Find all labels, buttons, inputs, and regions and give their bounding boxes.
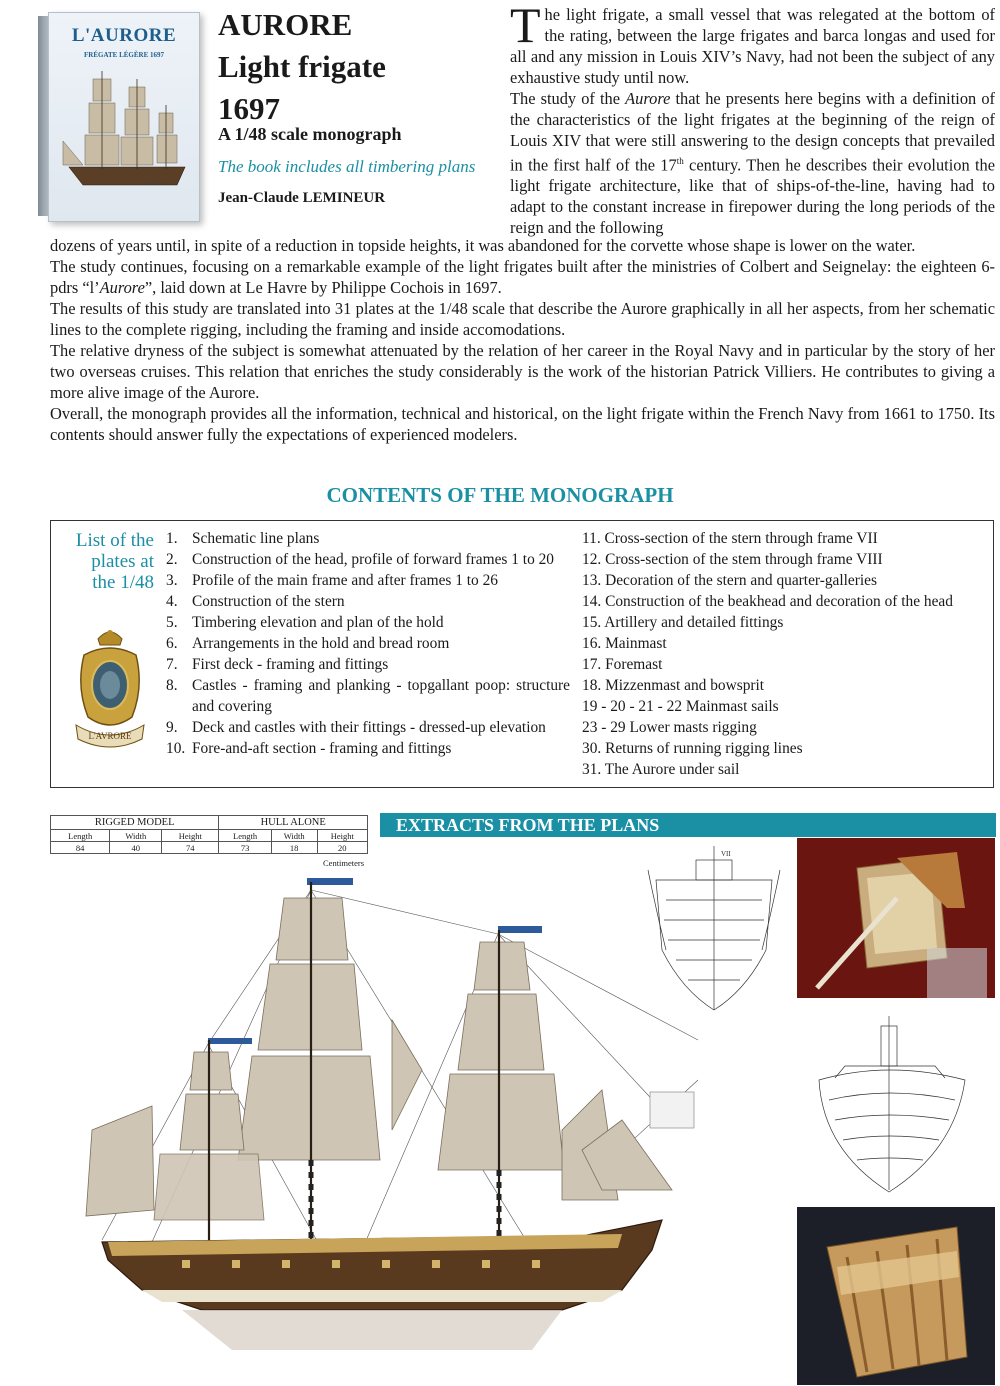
dim-header: Width <box>271 830 317 842</box>
plate-number: 2. <box>166 551 178 568</box>
intro-paragraph-2 <box>510 88 995 238</box>
scale-subtitle: A 1/48 scale monograph <box>218 124 402 144</box>
plan-frame-label: VII <box>721 850 731 858</box>
book-subtitle: FRÉGATE LÉGÈRE 1697 <box>84 51 164 59</box>
title-line-1: AURORE <box>218 7 353 42</box>
dimensions-unit: Centimeters <box>323 858 365 868</box>
pennant <box>208 1038 252 1044</box>
body-paragraph-4: The relative dryness of the subject is somewhat attenuated by the relation of her career in the Royal Navy and in particular by the story of her two overseas cruises. This relation that enriches the study considerably is the work of the historian Patrick Villiers. He contributes to giving a more alive image of the Aurore. <box>50 341 995 402</box>
plate-item <box>582 528 992 549</box>
frigate-sail-plan-illustration <box>62 870 702 1370</box>
pennant <box>307 878 353 885</box>
plate-title: Deck and castles with their fittings - dressed-up elevation <box>192 719 546 736</box>
plate-item <box>582 759 992 780</box>
plate-item <box>166 612 570 633</box>
plate-item <box>166 738 570 759</box>
plate-item <box>166 675 570 717</box>
contents-heading: CONTENTS OF THE MONOGRAPH <box>326 483 674 507</box>
dim-header: Length <box>219 830 271 842</box>
intro-p2-sup: th <box>676 156 684 166</box>
drop-cap: T <box>510 0 541 53</box>
model-stern-photo <box>797 838 995 998</box>
plate-item <box>582 738 992 759</box>
plate-title: Timbering elevation and plan of the hold <box>192 614 444 631</box>
plate-item <box>582 696 992 717</box>
plate-number: 9. <box>166 719 178 736</box>
title-line-3: 1697 <box>218 91 280 126</box>
plate-title: Construction of the stern <box>192 593 345 610</box>
dim-header: Length <box>51 830 110 842</box>
plate-title: Fore-and-aft section - framing and fittings <box>192 740 452 757</box>
timbering-note: The book includes all timbering plans <box>218 157 476 176</box>
plate-number: 1. <box>166 530 178 547</box>
plate-item <box>582 633 992 654</box>
plate-item <box>582 675 992 696</box>
crest-label: L'AVRORE <box>88 731 132 741</box>
dim-value: 20 <box>317 842 367 854</box>
plate-number: 7. <box>166 656 178 673</box>
body-p2-italic: Aurore <box>99 278 145 297</box>
plate-item <box>166 528 570 549</box>
plate-number: 3. <box>166 572 178 589</box>
plate-item <box>166 591 570 612</box>
body-p2-b: ”, laid down at Le Havre by Philippe Cochois in 1697. <box>144 278 502 297</box>
plate-title: 15. Artillery and detailed fittings <box>582 614 784 631</box>
intro-p2-c: century. Then he describes their evolution the light frigate architecture, like that of ships-of-the-line, having had to adapt to the constant increase in firepower during the long periods of the reign and the following <box>510 155 995 238</box>
body-paragraph-5: Overall, the monograph provides all the information, technical and historical, on the light frigate within the French Navy from 1661 to 1750. Its contents should answer fully the expectations of experienced modelers. <box>50 404 995 444</box>
body-paragraph-2 <box>50 256 995 298</box>
dim-header: Height <box>317 830 367 842</box>
pennant <box>498 926 542 933</box>
book-front <box>48 12 200 222</box>
body-plan-drawing <box>805 1010 1000 1200</box>
plate-title: 16. Mainmast <box>582 635 667 652</box>
rigged-model-header: RIGGED MODEL <box>51 816 219 830</box>
plate-title: 31. The Aurore under sail <box>582 761 740 778</box>
dim-header: Width <box>110 830 162 842</box>
author-name: Jean-Claude LEMINEUR <box>218 190 386 206</box>
plate-item <box>582 591 992 612</box>
extracts-heading: EXTRACTS FROM THE PLANS <box>380 813 996 837</box>
plate-title: 11. Cross-section of the stern through frame VII <box>582 530 878 547</box>
plate-title: Arrangements in the hold and bread room <box>192 635 450 652</box>
body-paragraph-3: The results of this study are translated into 31 plates at the 1/48 scale that describe the Aurore graphically in all her aspects, from her schematic lines to the complete rigging, including the framing and inside accomodations. <box>50 299 995 339</box>
dimensions-value-row <box>51 842 368 854</box>
plate-item <box>166 633 570 654</box>
dimensions-header-row <box>51 830 368 842</box>
plate-item <box>166 717 570 738</box>
plate-number: 5. <box>166 614 178 631</box>
book-cover <box>38 10 200 224</box>
plate-item <box>582 570 992 591</box>
intro-p2-a: The study of the <box>510 89 626 108</box>
intro-p2-italic: Aurore <box>625 89 671 108</box>
model-framing-photo <box>797 1207 995 1385</box>
intro-text <box>510 0 995 238</box>
dim-value: 74 <box>162 842 219 854</box>
plates-column-2 <box>582 528 992 780</box>
plate-item <box>582 612 992 633</box>
plate-number: 4. <box>166 593 178 610</box>
ensign-flag <box>650 1092 694 1128</box>
dim-value: 18 <box>271 842 317 854</box>
intro-p2-b: that he presents here begins with a definition of the characteristics of the light frigates at the beginning of the reign of Louis XIV that were still answering to the design concepts that prevailed in the first half of the 17 <box>510 89 995 175</box>
plate-number: 10. <box>166 740 186 757</box>
plate-number: 8. <box>166 677 178 694</box>
intro-paragraph-1 <box>510 0 995 88</box>
stern-cross-section-plan <box>636 840 786 1015</box>
dim-value: 40 <box>110 842 162 854</box>
intro-p1-text: he light frigate, a small vessel that was relegated at the bottom of the rating, between the large frigates and barca longas and used for all and any mission in Louis XIV’s Navy, had not been the subject of any exhaustive study until now. <box>510 5 995 87</box>
page-title <box>218 4 503 130</box>
plate-item <box>582 717 992 738</box>
plate-title: 18. Mizzenmast and bowsprit <box>582 677 765 694</box>
plate-item <box>582 654 992 675</box>
list-label-line-2: plates at <box>91 551 154 572</box>
plate-title: 23 - 29 Lower masts rigging <box>582 719 757 736</box>
list-label <box>62 530 154 593</box>
body-text <box>50 235 995 445</box>
dim-value: 84 <box>51 842 110 854</box>
plate-title: First deck - framing and fittings <box>192 656 389 673</box>
book-author: J.-C. Lemineur <box>135 181 166 186</box>
plate-item <box>166 570 570 591</box>
plate-title: 30. Returns of running rigging lines <box>582 740 803 757</box>
plate-item <box>166 654 570 675</box>
plate-title: Construction of the head, profile of forward frames 1 to 20 <box>192 551 555 568</box>
dim-value: 73 <box>219 842 271 854</box>
body-paragraph-1: dozens of years until, in spite of a reduction in topside heights, it was abandoned for the corvette whose shape is lower on the water. <box>50 236 916 255</box>
hull-alone-header: HULL ALONE <box>219 816 368 830</box>
plate-title: 12. Cross-section of the stem through frame VIII <box>582 551 883 568</box>
crest-emblem <box>70 625 150 755</box>
plate-title: 14. Construction of the beakhead and decoration of the head <box>582 593 953 610</box>
plate-title: 19 - 20 - 21 - 22 Mainmast sails <box>582 698 779 715</box>
dim-header: Height <box>162 830 219 842</box>
list-label-line-3: the 1/48 <box>92 572 154 593</box>
dimensions-table <box>50 815 368 854</box>
plate-item <box>166 549 570 570</box>
title-line-2: Light frigate <box>218 49 386 84</box>
body-p2-a: The study continues, focusing on a remarkable example of the light frigates built after the ministries of Colbert and Seignelay: the eighteen 6-pdrs “l’ <box>50 257 995 297</box>
plates-column-1 <box>166 528 570 759</box>
plate-title: Schematic line plans <box>192 530 320 547</box>
plate-title: 13. Decoration of the stern and quarter-galleries <box>582 572 877 589</box>
list-label-line-1: List of the <box>75 530 154 551</box>
plate-item <box>582 549 992 570</box>
plate-title: 17. Foremast <box>582 656 663 673</box>
plate-title: Castles - framing and planking - topgallant poop: structure and covering <box>192 677 570 715</box>
plate-number: 6. <box>166 635 178 652</box>
book-ship-illustration <box>53 61 195 201</box>
plate-title: Profile of the main frame and after frames 1 to 26 <box>192 572 498 589</box>
book-title: L'AURORE <box>71 25 177 46</box>
